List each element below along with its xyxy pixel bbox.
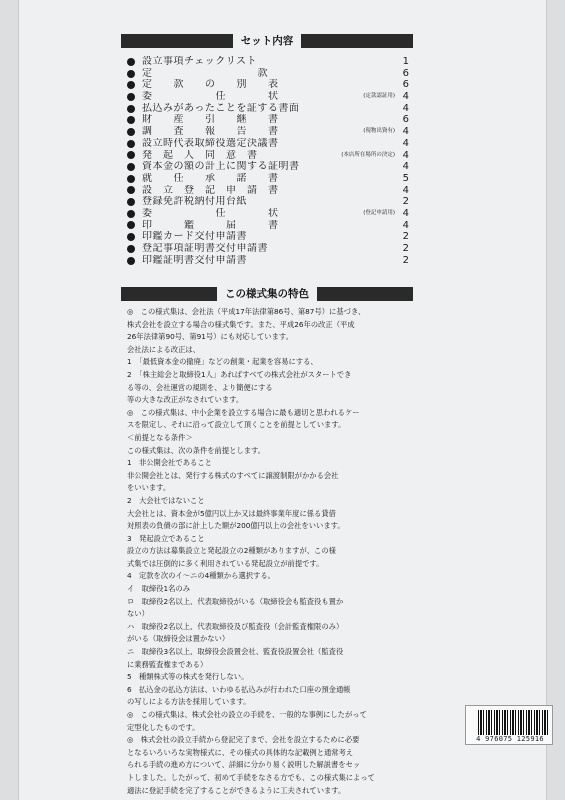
features-line: 大会社とは、資本金が5億円以上か又は最終事業年度に係る貸借 (127, 508, 336, 518)
contents-item-count: 2 (402, 231, 409, 243)
contents-row (127, 126, 409, 138)
contents-row (127, 68, 409, 80)
contents-item-name: 発 起 人 同 意 書 (142, 149, 258, 161)
bullet-icon (127, 151, 135, 159)
bullet-icon (127, 93, 135, 101)
set-contents-title: セット内容 (233, 34, 302, 48)
set-contents-banner (121, 34, 413, 48)
features-line: 2 「株主総会と取締役1人」あればすべての株式会社がスタートでき (127, 369, 352, 379)
contents-item-name: 払込みがあったことを証する書面 (142, 102, 300, 114)
contents-item-count: 4 (402, 91, 409, 103)
contents-item-name: 印 鑑 届 書 (142, 219, 279, 231)
features-line: 等の大きな改正がなされています。 (127, 395, 244, 405)
set-contents-list (127, 56, 409, 266)
features-line: 会社法による改正は、 (127, 344, 200, 354)
barcode-number: 4 976075 125916 (476, 735, 544, 743)
contents-item-count: 4 (402, 149, 409, 161)
bullet-icon (127, 116, 135, 124)
contents-item-name: 財 産 引 継 書 (142, 114, 279, 126)
features-line: ◎ この様式集は、株式会社の設立の手続を、一般的な事例にしたがって (127, 710, 367, 719)
bullet-icon (127, 175, 135, 183)
contents-row (127, 79, 409, 91)
features-line: 設立の方法は募集設立と発起設立の2種類がありますが、この様 (127, 546, 336, 556)
contents-row (127, 56, 409, 68)
features-line: に業務監査権まである） (127, 659, 208, 669)
bullet-icon (127, 163, 135, 171)
contents-item-name: 印鑑カード交付申請書 (142, 231, 247, 243)
contents-item-count: 4 (402, 137, 409, 149)
features-line: 対照表の負債の部に計上した額が200億円以上の会社をいいます。 (127, 521, 345, 531)
contents-row (127, 173, 409, 185)
features-title: この様式集の特色 (217, 287, 317, 301)
contents-item-count: 5 (402, 172, 409, 184)
bullet-icon (127, 70, 135, 78)
bullet-icon (127, 58, 135, 66)
contents-item-count: 4 (402, 102, 409, 114)
bullet-icon (127, 81, 135, 89)
barcode (465, 705, 553, 745)
contents-item-count: 6 (402, 67, 409, 79)
contents-row (127, 208, 409, 220)
contents-item-count: 4 (402, 219, 409, 231)
contents-item-count: 4 (402, 184, 409, 196)
contents-item-name: 委 任 状 (142, 91, 279, 103)
contents-item-count: 2 (402, 254, 409, 266)
features-line: 株式会社を設立する場合の様式集です。また、平成26年の改正（平成 (127, 319, 355, 329)
contents-item-note: (本店所在場所の決定) (341, 151, 395, 158)
contents-item-name: 定 款 (142, 67, 268, 79)
contents-item-count: 2 (402, 196, 409, 208)
features-line: ◎ この様式集は、中小企業を設立する場合に最も適切と思われるケー (127, 407, 360, 417)
features-line: 非公開会社とは、発行する株式のすべてに譲渡制限がかかる会社 (127, 470, 339, 480)
contents-item-note: (登記申請用) (363, 209, 395, 216)
contents-item-name: 設 立 登 記 申 請 書 (142, 184, 279, 196)
features-line: る等の、会社運営の規則を、より簡便にする (127, 382, 273, 392)
features-line: 5 種類株式等の株式を発行しない。 (127, 672, 249, 682)
bullet-icon (127, 128, 135, 136)
features-line: 26年法律第90号、第91号）にも対応しています。 (127, 332, 293, 342)
features-line: の写しによる方法を採用しています。 (127, 697, 251, 707)
contents-item-name: 委 任 状 (142, 207, 279, 219)
contents-item-name: 就 任 承 諾 書 (142, 172, 279, 184)
features-text (127, 306, 417, 797)
contents-item-count: 4 (402, 126, 409, 138)
contents-item-count: 4 (402, 161, 409, 173)
bullet-icon (127, 105, 135, 113)
contents-row (127, 185, 409, 197)
features-line: 4 定款を次のイ～ニの4種類から選択する。 (127, 571, 275, 581)
features-line: トしました。したがって、初めて手続をなさる方でも、この様式集によって (127, 772, 375, 782)
features-line: 3 発起設立であること (127, 533, 205, 543)
contents-item-name: 登録免許税納付用台紙 (142, 196, 247, 208)
bullet-icon (127, 198, 135, 206)
features-line: 式集では圧倒的に多く利用されている発起設立が前提です。 (127, 558, 324, 568)
contents-item-name: 資本金の額の計上に関する証明書 (142, 161, 300, 173)
features-line: 6 払込金の払込方法は、いわゆる払込みが行われた口座の預金通帳 (127, 684, 351, 694)
contents-row (127, 231, 409, 243)
contents-row (127, 91, 409, 103)
contents-item-name: 印鑑証明書交付申請書 (142, 254, 247, 266)
features-line: 1 非公開会社であること (127, 458, 212, 468)
features-line: となるいろいろな実物様式に、その様式の具体的な記載例と通常考え (127, 747, 354, 757)
contents-row (127, 103, 409, 115)
bullet-icon (127, 186, 135, 194)
features-line: スを限定し、それに沿って設立して頂くことを前提としています。 (127, 420, 346, 430)
contents-item-name: 調 査 報 告 書 (142, 126, 279, 138)
contents-row (127, 196, 409, 208)
contents-item-note: (定款認証用) (363, 93, 395, 100)
contents-item-name: 設立事項チェックリスト (142, 56, 257, 67)
contents-item-count: 1 (402, 56, 409, 67)
features-line: イ 取締役1名のみ (127, 584, 191, 594)
contents-item-count: 6 (402, 114, 409, 126)
bullet-icon (127, 233, 135, 241)
contents-item-name: 定 款 の 別 表 (142, 79, 279, 91)
features-line: られる手続の進め方について、詳細に分かり易く説明した解説書をセッ (127, 760, 361, 770)
contents-item-name: 設立時代表取締役選定決議書 (142, 137, 279, 149)
contents-row (127, 220, 409, 232)
barcode-bars (478, 710, 550, 735)
features-banner (121, 287, 413, 301)
bullet-icon (127, 210, 135, 218)
back-cover (18, 0, 547, 800)
features-line: ニ 取締役3名以上、取締役会設置会社、監査役設置会社（監査役 (127, 647, 344, 657)
features-line: ＜前提となる条件＞ (127, 432, 193, 442)
contents-item-name: 登記事項証明書交付申請書 (142, 243, 268, 254)
features-line: ◎ 株式会社の設立手続から登記完了まで、会社を設立するために必要 (127, 735, 360, 745)
bullet-icon (127, 245, 135, 253)
contents-row (127, 255, 409, 267)
contents-item-count: 6 (402, 79, 409, 91)
features-line: ハ 取締役2名以上、代表取締役及び監査役（会計監査権限のみ） (127, 621, 344, 631)
bullet-icon (127, 140, 135, 148)
features-line: 1 「最低資本金の撤廃」などの創業・起業を容易にする、 (127, 357, 318, 367)
contents-row (127, 138, 409, 150)
contents-row (127, 243, 409, 255)
features-line: がいる（取締役会は置かない） (127, 634, 230, 644)
features-line: ロ 取締役2名以上、代表取締役がいる（取締役会も監査役も置か (127, 596, 344, 606)
contents-row (127, 161, 409, 173)
features-line: 定型化したものです。 (127, 722, 200, 732)
features-line: 適法に登記手続を完了することができるように工夫されています。 (127, 785, 346, 795)
features-line: をいいます。 (127, 483, 171, 493)
contents-row (127, 114, 409, 126)
features-line: この様式集は、次の条件を前提とします。 (127, 445, 266, 455)
features-line: ない） (127, 609, 149, 619)
bullet-icon (127, 257, 135, 265)
features-line: 2 大会社ではないこと (127, 495, 205, 505)
features-line: ◎ この様式集は、会社法（平成17年法律第86号、第87号）に基づき、 (127, 307, 366, 316)
contents-item-note: (現物出資有) (363, 128, 395, 135)
contents-row (127, 150, 409, 162)
contents-item-count: 2 (402, 243, 409, 254)
contents-item-count: 4 (402, 207, 409, 219)
bullet-icon (127, 221, 135, 229)
